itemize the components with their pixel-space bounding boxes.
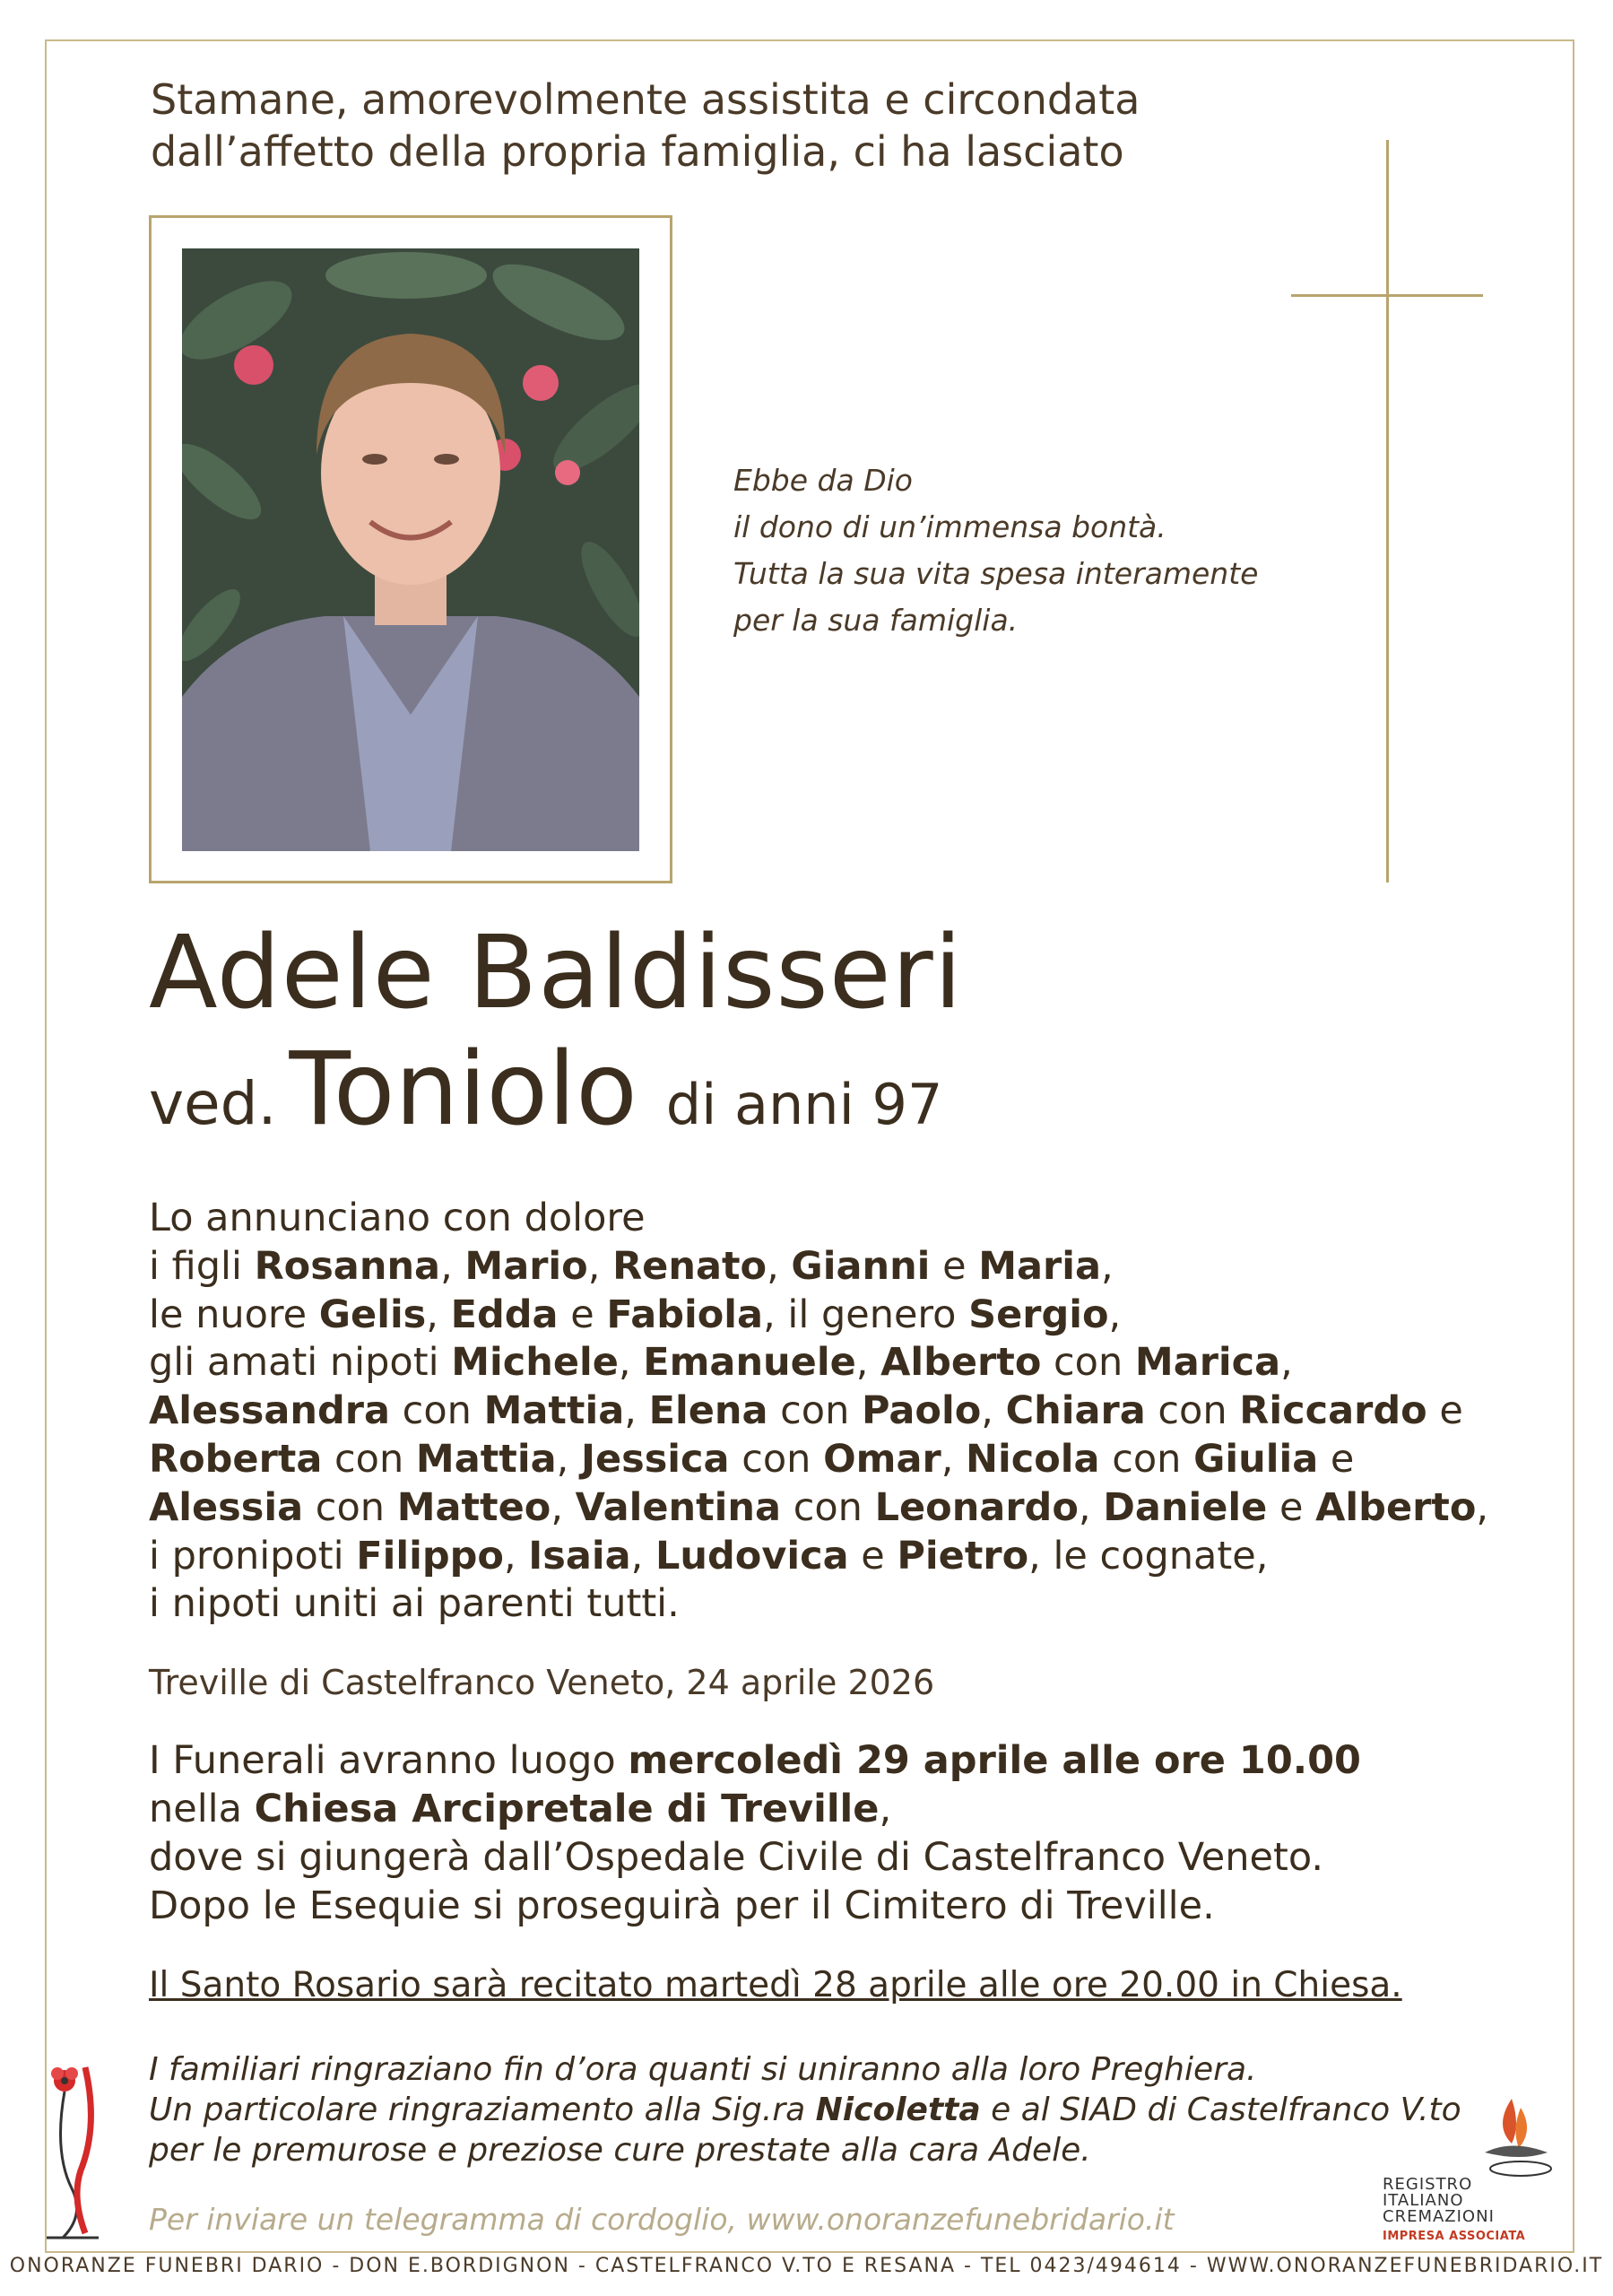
intro-line: Stamane, amorevolmente assistita e circondata	[151, 75, 1140, 124]
logo-line: ITALIANO	[1383, 2191, 1464, 2210]
family-name: Sergio	[968, 1292, 1109, 1337]
family-name: Daniele	[1103, 1484, 1268, 1530]
age: di anni 97	[665, 1072, 943, 1137]
announce-text: gli amati nipoti	[149, 1340, 452, 1386]
announce-text: i pronipoti	[149, 1533, 357, 1578]
announce-line	[149, 1484, 1548, 1533]
announce-line	[149, 1243, 1548, 1292]
portrait-image	[182, 248, 639, 851]
announce-text: ,	[981, 1388, 1006, 1434]
poppy-icon	[45, 2054, 108, 2242]
thanks-line	[149, 2090, 1494, 2130]
family-name: Fabiola	[606, 1292, 764, 1337]
cremation-registry-logo	[1377, 2090, 1574, 2242]
funeral-text: nella	[149, 1787, 255, 1831]
family-name: Ludovica	[655, 1533, 849, 1578]
thanks-text-part: e al SIAD di Castelfranco V.to	[980, 2092, 1461, 2128]
thanks-line: I familiari ringraziano fin d’ora quanti si uniranno alla loro Preghiera.	[149, 2051, 1257, 2088]
family-name: Alessia	[149, 1484, 304, 1530]
announce-text: con	[322, 1436, 416, 1482]
family-name: Nicola	[966, 1436, 1100, 1482]
announce-text: ,	[556, 1436, 581, 1482]
funeral-text: ,	[879, 1787, 892, 1831]
family-name: Mattia	[415, 1436, 557, 1482]
family-name: Gelis	[318, 1292, 427, 1337]
quote-line: il dono di un’immensa bontà.	[733, 509, 1166, 544]
announce-text: ,	[440, 1243, 465, 1289]
quote-line: Ebbe da Dio	[733, 463, 913, 498]
thanks-text	[149, 2049, 1494, 2170]
announce-text: ,	[1101, 1243, 1114, 1289]
deceased-surname-line	[149, 1031, 942, 1148]
family-name: Alessandra	[149, 1388, 391, 1434]
announce-text: i figli	[149, 1243, 255, 1289]
announce-text: e	[558, 1292, 607, 1337]
rosary-notice: Il Santo Rosario sarà recitato martedì 28 aprile alle ore 20.00 in Chiesa.	[149, 1965, 1402, 2005]
announce-text: ,	[1108, 1292, 1122, 1337]
announce-line	[149, 1292, 1548, 1340]
announce-text: ,	[630, 1533, 655, 1578]
quote-text	[733, 457, 1271, 644]
family-name: Rosanna	[254, 1243, 441, 1289]
funeral-info	[149, 1736, 1548, 1930]
announce-text: e	[1427, 1388, 1463, 1434]
announce-text: con	[1099, 1436, 1194, 1482]
cross-icon-bar	[1291, 294, 1483, 297]
married-surname: Toniolo	[289, 1031, 637, 1148]
announce-text: le nuore	[149, 1292, 319, 1337]
announce-text: con	[1145, 1388, 1240, 1434]
family-name: Pietro	[897, 1533, 1029, 1578]
announce-text: ,	[551, 1484, 576, 1530]
family-name: Chiara	[1005, 1388, 1146, 1434]
announce-text: ,	[767, 1243, 792, 1289]
portrait-photo	[182, 248, 639, 851]
quote-line: per la sua famiglia.	[733, 603, 1019, 638]
funeral-church: Chiesa Arcipretale di Treville	[254, 1787, 880, 1831]
family-name: Giulia	[1193, 1436, 1319, 1482]
family-name: Alberto	[880, 1340, 1042, 1386]
family-name: Gianni	[791, 1243, 931, 1289]
family-name: Mattia	[483, 1388, 625, 1434]
announce-line: Lo annunciano con dolore	[149, 1196, 646, 1240]
family-name: Jessica	[580, 1436, 730, 1482]
logo-line: REGISTRO	[1383, 2175, 1473, 2194]
thanks-name: Nicoletta	[815, 2092, 981, 2128]
funeral-line: dove si giungerà dall’Ospedale Civile di Castelfranco Veneto.	[149, 1835, 1324, 1880]
announce-text: ,	[1476, 1484, 1489, 1530]
announce-text: con	[729, 1436, 824, 1482]
thanks-line: per le premurose e preziose cure prestate alla cara Adele.	[149, 2132, 1091, 2169]
announce-text: con	[781, 1484, 875, 1530]
announce-line	[149, 1533, 1548, 1581]
announce-line	[149, 1339, 1548, 1387]
announce-text: ,	[426, 1292, 451, 1337]
funeral-line	[149, 1785, 1548, 1833]
family-name: Isaia	[528, 1533, 631, 1578]
place-date: Treville di Castelfranco Veneto, 24 aprile 2026	[149, 1663, 935, 1702]
announce-text: con	[1041, 1340, 1135, 1386]
announce-text: , le cognate,	[1028, 1533, 1269, 1578]
intro-line: dall’affetto della propria famiglia, ci ha lasciato	[151, 127, 1124, 176]
announce-line	[149, 1436, 1548, 1484]
announce-text: con	[303, 1484, 397, 1530]
family-name: Emanuele	[643, 1340, 856, 1386]
announce-line: i nipoti uniti ai parenti tutti.	[149, 1581, 680, 1627]
logo-tagline: IMPRESA ASSOCIATA	[1383, 2230, 1526, 2243]
announce-text: ,	[618, 1340, 644, 1386]
funeral-datetime: mercoledì 29 aprile alle ore 10.00	[628, 1738, 1361, 1783]
family-name: Marica	[1134, 1340, 1281, 1386]
family-name: Mario	[464, 1243, 588, 1289]
announce-text: ,	[1078, 1484, 1104, 1530]
family-name: Matteo	[396, 1484, 551, 1530]
announce-text: ,	[941, 1436, 967, 1482]
widow-label: ved.	[149, 1069, 277, 1138]
family-name: Renato	[612, 1243, 767, 1289]
family-name: Leonardo	[874, 1484, 1079, 1530]
family-name: Maria	[978, 1243, 1101, 1289]
family-name: Elena	[648, 1388, 768, 1434]
announce-text: ,	[855, 1340, 881, 1386]
quote-line: Tutta la sua vita spesa interamente	[733, 556, 1259, 591]
funeral-line: Dopo le Esequie si proseguirà per il Cimitero di Treville.	[149, 1883, 1215, 1928]
family-name: Riccardo	[1239, 1388, 1427, 1434]
footer-contact: ONORANZE FUNEBRI DARIO - DON E.BORDIGNON - CASTELFRANCO V.TO E RESANA - TEL 0423/494614 - WWW.ONORANZEFUNEBRIDARIO.IT	[9, 2255, 1604, 2277]
announce-text: e	[930, 1243, 979, 1289]
family-name: Filippo	[356, 1533, 504, 1578]
funeral-line	[149, 1736, 1548, 1785]
announce-text: ,	[587, 1243, 613, 1289]
intro-text	[151, 74, 1140, 178]
family-name: Edda	[450, 1292, 559, 1337]
announce-text: e	[1318, 1436, 1355, 1482]
announce-text: ,	[624, 1388, 649, 1434]
family-name: Valentina	[575, 1484, 782, 1530]
phoenix-icon	[1377, 2090, 1574, 2179]
portrait-frame	[149, 215, 672, 883]
announce-text: , il genero	[763, 1292, 969, 1337]
announce-text: ,	[1280, 1340, 1293, 1386]
logo-line: CREMAZIONI	[1383, 2207, 1495, 2226]
announcement	[149, 1195, 1548, 1629]
announce-line	[149, 1387, 1548, 1436]
family-name: Omar	[823, 1436, 941, 1482]
telegram-link[interactable]: Per inviare un telegramma di cordoglio, www.onoranzefunebridario.it	[149, 2202, 1175, 2237]
announce-text: con	[767, 1388, 863, 1434]
family-name: Roberta	[149, 1436, 323, 1482]
thanks-text-part: Un particolare ringraziamento alla Sig.ra	[149, 2092, 816, 2128]
funeral-text: I Funerali avranno luogo	[149, 1738, 629, 1783]
cross-icon	[1386, 140, 1389, 883]
announce-text: con	[390, 1388, 484, 1434]
family-name: Alberto	[1315, 1484, 1477, 1530]
announce-text: e	[848, 1533, 898, 1578]
family-name: Michele	[451, 1340, 619, 1386]
announce-text: ,	[503, 1533, 529, 1578]
deceased-name: Adele Baldisseri	[149, 915, 963, 1031]
family-name: Paolo	[862, 1388, 982, 1434]
announce-text: e	[1267, 1484, 1316, 1530]
